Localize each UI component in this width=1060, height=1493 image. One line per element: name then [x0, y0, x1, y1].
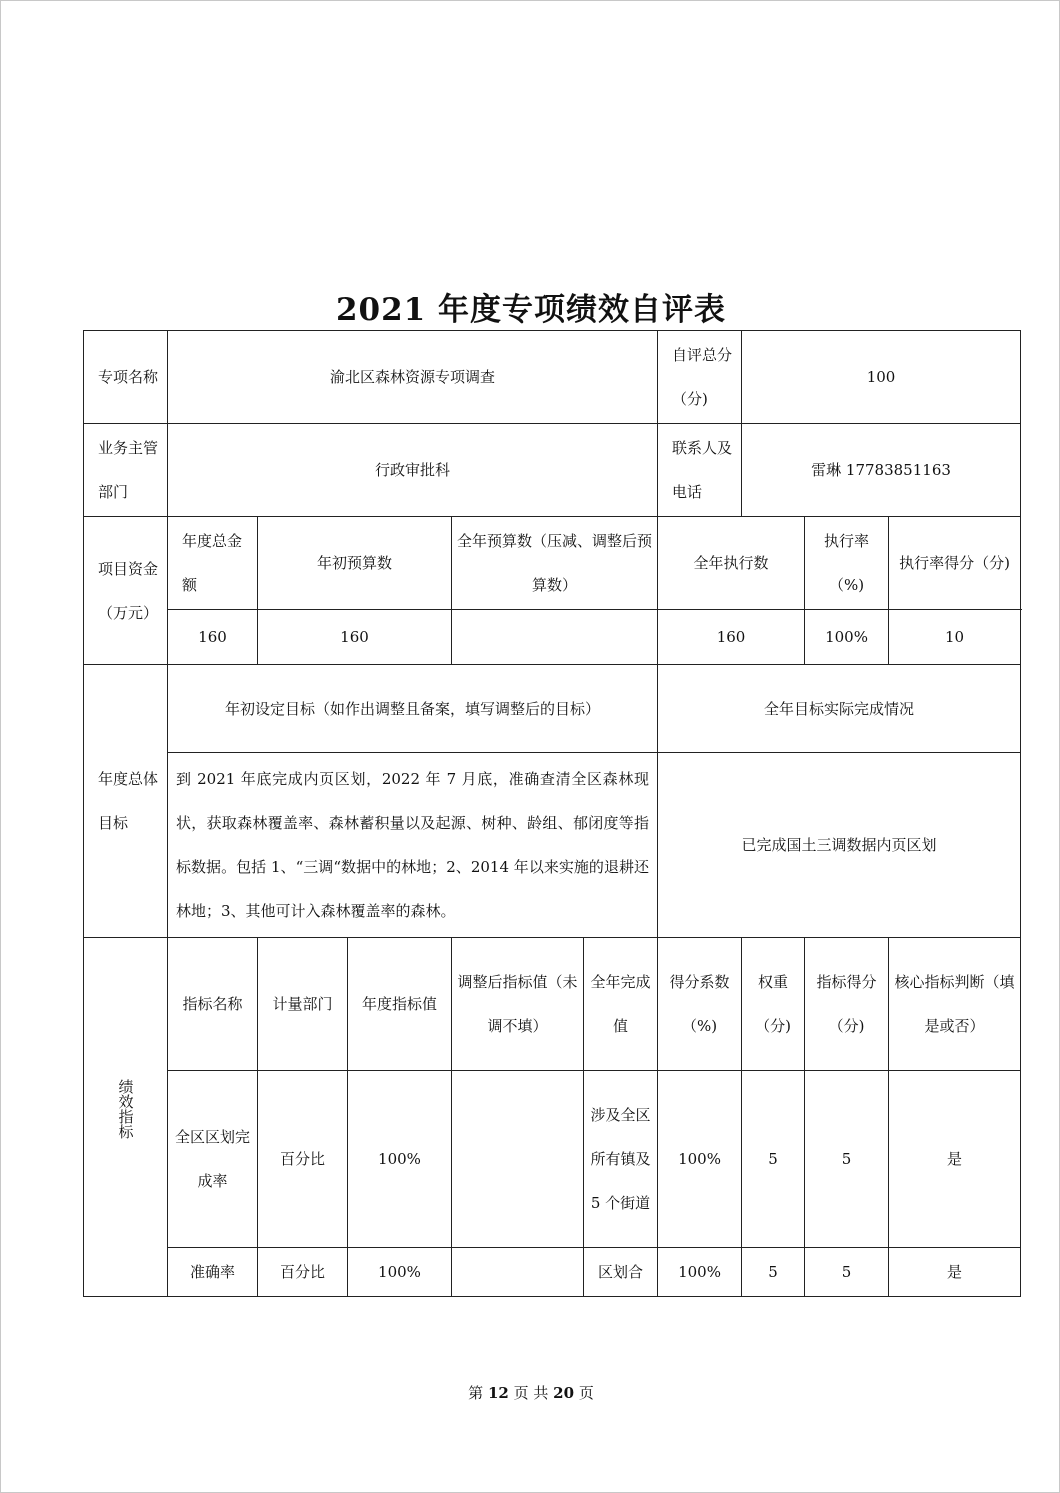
page-title: 2021 年度专项绩效自评表	[335, 292, 727, 328]
page-number: 12	[487, 1384, 509, 1402]
funds-header-row	[84, 517, 1021, 610]
annual-goal-label: 年度总体目标	[84, 665, 168, 938]
indicator-cell: 100%	[658, 1248, 742, 1297]
indicator-cell: 100%	[348, 1248, 452, 1297]
department-row	[84, 424, 1021, 517]
indicator-header: 指标得分（分)	[805, 938, 889, 1071]
indicator-cell: 100%	[348, 1071, 452, 1248]
footer-mid: 页 共	[513, 1384, 549, 1402]
indicator-cell: 百分比	[258, 1248, 348, 1297]
indicator-header: 权重（分)	[742, 938, 805, 1071]
indicator-cell: 百分比	[258, 1071, 348, 1248]
department-value: 行政审批科	[168, 424, 658, 517]
goals-content-row	[84, 753, 1021, 938]
contact-label: 联系人及电话	[658, 424, 742, 517]
indicators-header-row	[84, 938, 1021, 1071]
page-footer	[1, 1382, 1060, 1403]
indicator-header: 得分系数（%)	[658, 938, 742, 1071]
funds-value: 160	[258, 610, 452, 665]
funds-value: 160	[168, 610, 258, 665]
indicator-cell	[452, 1248, 584, 1297]
indicator-header: 计量部门	[258, 938, 348, 1071]
total-score-label: 自评总分（分)	[658, 331, 742, 424]
set-goal-header: 年初设定目标（如作出调整且备案，填写调整后的目标）	[168, 665, 658, 753]
indicator-header: 核心指标判断（填是或否）	[889, 938, 1021, 1071]
indicators-label-cell	[84, 938, 168, 1297]
indicator-row	[84, 1071, 1021, 1248]
indicator-cell: 是	[889, 1071, 1021, 1248]
indicator-cell: 5	[742, 1248, 805, 1297]
indicator-header: 指标名称	[168, 938, 258, 1071]
indicator-cell: 区划合	[584, 1248, 658, 1297]
indicator-cell: 5	[805, 1071, 889, 1248]
total-pages: 20	[553, 1384, 575, 1402]
funds-header: 全年执行数	[658, 517, 805, 610]
indicator-row	[84, 1248, 1021, 1297]
funds-value	[452, 610, 658, 665]
funds-header: 年初预算数	[258, 517, 452, 610]
funds-value: 100%	[805, 610, 889, 665]
indicator-cell: 是	[889, 1248, 1021, 1297]
evaluation-table	[83, 330, 1021, 1297]
project-name-value: 渝北区森林资源专项调查	[168, 331, 658, 424]
indicator-cell: 准确率	[168, 1248, 258, 1297]
indicator-cell: 5	[805, 1248, 889, 1297]
project-name-row	[84, 331, 1021, 424]
indicator-cell: 100%	[658, 1071, 742, 1248]
indicator-cell: 涉及全区所有镇及 5 个街道	[584, 1071, 658, 1248]
actual-goal-header: 全年目标实际完成情况	[658, 665, 1021, 753]
funds-label: 项目资金（万元）	[84, 517, 168, 665]
indicator-header: 全年完成值	[584, 938, 658, 1071]
footer-suffix: 页	[578, 1384, 594, 1402]
set-goal-text: 到 2021 年底完成内页区划，2022 年 7 月底，准确查清全区森林现状，获取森林覆盖率、森林蓄积量以及起源、树种、龄组、郁闭度等指标数据。包括 1、“三调“数据中的林地；2、2014 年以来实施的退耕还林地；3、其他可计入森林覆盖率的森林。	[168, 753, 658, 938]
indicator-header: 调整后指标值（未调不填）	[452, 938, 584, 1071]
total-score-value: 100	[742, 331, 1021, 424]
funds-header: 执行率得分（分)	[889, 517, 1021, 610]
goals-header-row	[84, 665, 1021, 753]
indicator-cell: 5	[742, 1071, 805, 1248]
funds-value: 10	[889, 610, 1021, 665]
footer-prefix: 第	[468, 1384, 484, 1402]
contact-value: 雷琳 17783851163	[742, 424, 1021, 517]
indicators-label: 绩效指标	[116, 1078, 135, 1139]
actual-goal-text: 已完成国土三调数据内页区划	[658, 753, 1021, 938]
department-label: 业务主管部门	[84, 424, 168, 517]
indicator-cell: 全区区划完成率	[168, 1071, 258, 1248]
indicator-cell	[452, 1071, 584, 1248]
project-name-label: 专项名称	[84, 331, 168, 424]
funds-header: 执行率（%)	[805, 517, 889, 610]
indicator-header: 年度指标值	[348, 938, 452, 1071]
funds-value: 160	[658, 610, 805, 665]
funds-header: 年度总金额	[168, 517, 258, 610]
funds-values-row	[84, 610, 1021, 665]
funds-header: 全年预算数（压减、调整后预算数）	[452, 517, 658, 610]
